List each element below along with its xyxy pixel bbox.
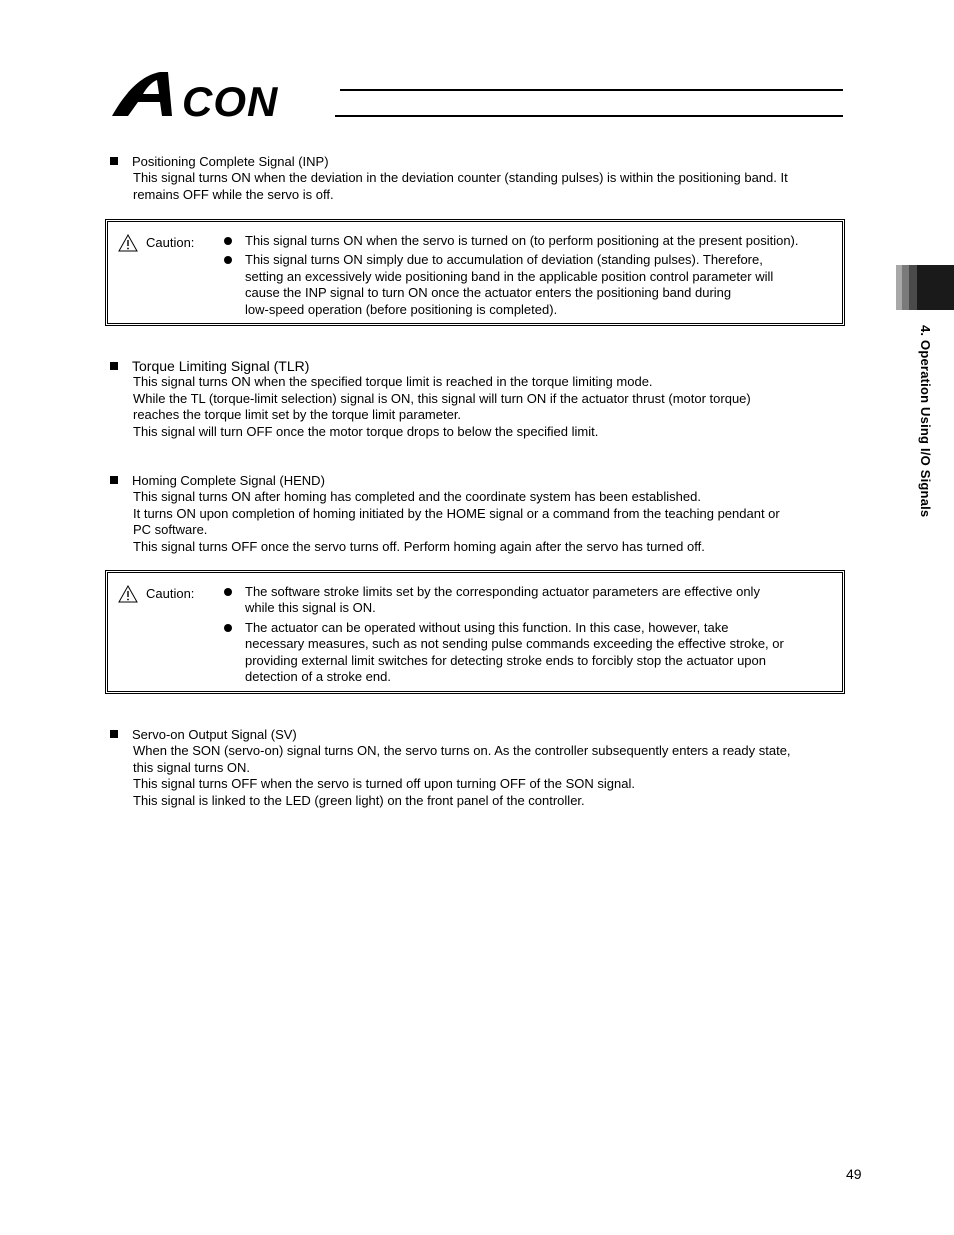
body-line: This signal will turn OFF once the motor torque drops to below the specified limit. — [133, 423, 599, 439]
caution-line: necessary measures, such as not sending pulse commands exceeding the effective stroke, or — [245, 636, 784, 652]
body-line: It turns ON upon completion of homing initiated by the HOME signal or a command from the teaching pendant or — [133, 505, 780, 521]
section-heading — [110, 473, 850, 489]
chapter-tab-marker — [896, 265, 954, 310]
body-line: This signal turns ON when the specified torque limit is reached in the torque limiting mode. — [133, 374, 653, 390]
round-bullet-icon — [224, 256, 232, 264]
square-bullet-icon — [110, 157, 118, 165]
caution-label-text: Caution: — [146, 585, 195, 601]
caution-item — [224, 584, 836, 617]
acon-logo — [110, 68, 845, 120]
caution-line: setting an excessively wide positioning band in the applicable position control parameter will — [245, 268, 774, 284]
warning-triangle-icon — [118, 234, 138, 252]
section-title: Torque Limiting Signal (TLR) — [132, 358, 310, 374]
chapter-side-label-text: 4. Operation Using I/O Signals — [918, 325, 933, 518]
caution-item — [224, 620, 836, 686]
round-bullet-icon — [224, 237, 232, 245]
round-bullet-icon — [224, 624, 232, 632]
caution-line: The software stroke limits set by the corresponding actuator parameters are effective only — [245, 584, 760, 599]
section-body — [133, 743, 850, 809]
svg-text:CON: CON — [182, 78, 279, 120]
caution-line: The actuator can be operated without using this function. In this case, however, take — [245, 619, 729, 635]
body-line: This signal turns ON after homing has completed and the coordinate system has been established. — [133, 489, 701, 505]
caution-list — [224, 233, 836, 321]
caution-label — [118, 234, 194, 252]
caution-line: cause the INP signal to turn ON once the actuator enters the positioning band during — [245, 285, 732, 301]
round-bullet-icon — [224, 588, 232, 596]
square-bullet-icon — [110, 730, 118, 738]
caution-line: providing external limit switches for detecting stroke ends to forcibly stop the actuator upon — [245, 652, 766, 668]
section-heading — [110, 154, 850, 170]
caution-box — [105, 219, 845, 326]
body-line: This signal turns OFF when the servo is turned off upon turning OFF of the SON signal. — [133, 776, 635, 792]
square-bullet-icon — [110, 362, 118, 370]
section-body — [133, 489, 850, 555]
body-line: reaches the torque limit set by the torque limit parameter. — [133, 407, 462, 423]
body-line: This signal turns ON when the deviation in the deviation counter (standing pulses) is within the positioning band. It — [133, 170, 788, 186]
section-tlr — [110, 358, 850, 440]
section-heading — [110, 358, 850, 374]
section-body — [133, 170, 850, 203]
caution-line: This signal turns ON simply due to accumulation of deviation (standing pulses). Therefore, — [245, 252, 763, 268]
body-line: this signal turns ON. — [133, 759, 251, 775]
caution-item — [224, 252, 836, 318]
caution-line: while this signal is ON. — [245, 600, 376, 616]
caution-box — [105, 570, 845, 694]
body-line: PC software. — [133, 522, 208, 538]
chapter-side-label — [918, 325, 938, 565]
page-number: 49 — [846, 1166, 862, 1182]
caution-line: detection of a stroke end. — [245, 669, 391, 685]
caution-label-text: Caution: — [146, 234, 195, 250]
section-title: Servo-on Output Signal (SV) — [132, 727, 297, 742]
section-title: Homing Complete Signal (HEND) — [132, 473, 325, 488]
section-heading — [110, 727, 850, 743]
square-bullet-icon — [110, 476, 118, 484]
body-line: When the SON (servo-on) signal turns ON, the servo turns on. As the controller subsequently enters a ready state, — [133, 743, 791, 759]
caution-label — [118, 585, 194, 603]
warning-triangle-icon — [118, 585, 138, 603]
section-inp — [110, 154, 850, 203]
caution-list — [224, 584, 836, 688]
caution-line: This signal turns ON when the servo is turned on (to perform positioning at the present position). — [245, 233, 799, 248]
body-line: This signal turns OFF once the servo turns off. Perform homing again after the servo has turned off. — [133, 538, 705, 554]
section-hend — [110, 473, 850, 555]
caution-item — [224, 233, 836, 249]
body-line: While the TL (torque-limit selection) signal is ON, this signal will turn ON if the actuator thrust (motor torque) — [133, 390, 751, 406]
body-line: This signal is linked to the LED (green light) on the front panel of the controller. — [133, 792, 585, 808]
caution-line: low-speed operation (before positioning is completed). — [245, 301, 558, 317]
section-title: Positioning Complete Signal (INP) — [132, 154, 329, 169]
body-line: remains OFF while the servo is off. — [133, 186, 334, 202]
section-sv — [110, 727, 850, 809]
section-body — [133, 374, 850, 440]
